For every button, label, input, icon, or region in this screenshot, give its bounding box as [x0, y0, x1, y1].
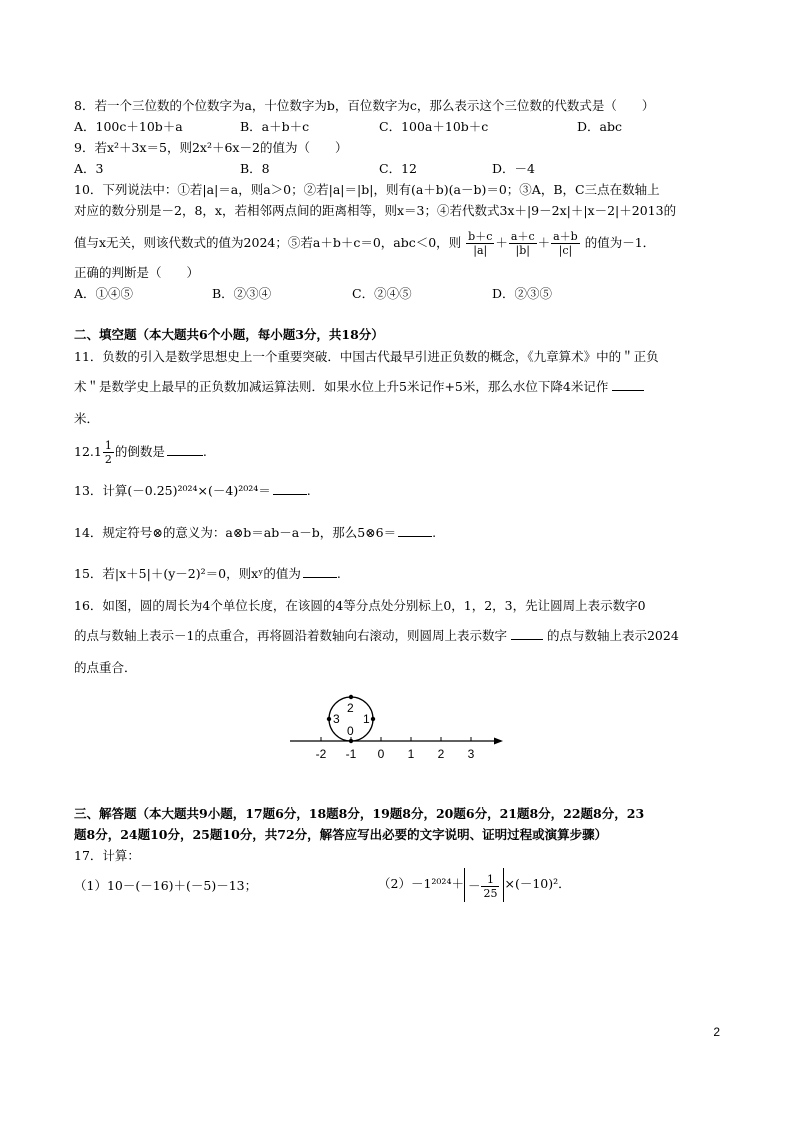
- q10-option-c: C．②④⑤: [352, 286, 412, 301]
- q10-frac3-den: |c|: [558, 244, 573, 257]
- axis-tick-label: -2: [315, 747, 327, 761]
- q13-end: .: [306, 483, 311, 498]
- q8-stem: 8．若一个三位数的个位数字为a，十位数字为b，百位数字为c，那么表示这个三位数的代数式是（ ）: [74, 98, 655, 113]
- page-number: 2: [713, 1025, 720, 1039]
- q12-text: 的倒数是: [114, 444, 165, 459]
- q17-minus: －: [467, 878, 481, 893]
- q10-option-d: D．②③⑤: [492, 286, 553, 301]
- q17-part2-text: （2）－1²⁰²⁴＋: [378, 876, 464, 891]
- q12-end: .: [202, 444, 207, 459]
- q10-option-a: A．①④⑤: [74, 286, 134, 301]
- q17-fraction: [481, 873, 499, 900]
- q17-part1: （1）10－(－16)＋(－5)－13；: [74, 878, 258, 893]
- section3-line1: 三、解答题（本大题共9小题，17题6分，18题8分，19题8分，20题6分，21题8分，22题8分，23: [74, 806, 645, 821]
- q12-answer-blank[interactable]: [167, 441, 203, 456]
- q10-frac1-den: |a|: [473, 244, 488, 257]
- circle-point-3: [327, 717, 331, 721]
- q10-line3: [74, 226, 655, 260]
- q11-line2-text: 术＂是数学史上最早的正负数加减运算法则．如果水位上升5米记作+5米，那么水位下降4米记作: [74, 379, 609, 394]
- axis-tick-label: 2: [437, 747, 445, 761]
- q14-text: 14．规定符号⊗的意义为：a⊗b＝ab－a－b，那么5⊗6＝: [74, 525, 397, 540]
- q12-prefix: 12.1: [74, 444, 102, 459]
- q9-option-b: B．8: [240, 161, 270, 176]
- q16-line2-end: 的点与数轴上表示2024: [546, 628, 679, 643]
- q14-line: [74, 522, 436, 542]
- axis-arrow: [494, 738, 503, 745]
- circle-label-3: 3: [333, 712, 340, 726]
- q10-frac1-num: b＋c: [468, 230, 493, 243]
- q10-plus-1: ＋: [495, 235, 508, 250]
- q16-figure: [285, 690, 510, 770]
- q10-line3-text: 值与x无关，则该代数式的值为2024；⑤若a＋b＋c＝0，abc＜0，则: [74, 235, 462, 250]
- q14-end: .: [432, 525, 437, 540]
- q17-frac-den: 25: [483, 886, 498, 900]
- q17-absolute-value: [464, 868, 505, 902]
- q10-fraction-2: [509, 230, 537, 257]
- q13-line: [74, 480, 311, 500]
- q17-stem: 17．计算：: [74, 848, 140, 863]
- q15-end: .: [336, 566, 341, 581]
- q10-line3-end: 的值为－1．: [584, 235, 656, 250]
- circle-label-0: 0: [347, 724, 354, 738]
- q12-frac-num: 1: [104, 439, 112, 452]
- q13-answer-blank[interactable]: [273, 480, 307, 495]
- q10-frac2-den: |b|: [515, 244, 530, 257]
- q8-option-d: D．abc: [577, 119, 622, 134]
- q9-option-d: D．－4: [492, 161, 535, 176]
- circle-label-1: 1: [363, 712, 370, 726]
- q11-answer-blank[interactable]: [612, 376, 644, 391]
- q10-plus-2: ＋: [537, 235, 551, 250]
- axis-tick-label: 0: [377, 747, 385, 761]
- q15-line: [74, 563, 341, 583]
- q16-line1: 16．如图，圆的周长为4个单位长度，在该圆的4等分点处分别标上0，1，2，3，先让圆周上表示数字0: [74, 598, 646, 613]
- axis-tick-label: 3: [467, 747, 475, 761]
- q16-line2: [74, 625, 679, 645]
- q16-answer-blank[interactable]: [511, 625, 543, 640]
- q16-line3: 的点重合．: [74, 660, 137, 675]
- q16-line2-text: 的点与数轴上表示－1的点重合，再将圆沿着数轴向右滚动，则圆周上表示数字: [74, 628, 507, 643]
- q12-frac-den: 2: [104, 453, 112, 466]
- q14-answer-blank[interactable]: [398, 522, 432, 537]
- q11-line1: 11．负数的引入是数学思想史上一个重要突破．中国古代最早引进正负数的概念，《九章算术》中的＂正负: [74, 349, 659, 364]
- q17-frac-num: 1: [481, 873, 499, 887]
- q10-fraction-3: [551, 230, 580, 257]
- q8-option-c: C．100a＋10b＋c: [379, 119, 489, 134]
- circle-label-2: 2: [347, 701, 354, 715]
- q9-option-c: C．12: [379, 161, 417, 176]
- q9-stem: 9．若x²＋3x＝5，则2x²＋6x－2的值为（ ）: [74, 140, 348, 155]
- q10-line1: 10．下列说法中：①若|a|＝a，则a＞0；②若|a|＝|b|，则有(a＋b)(a－b)＝0；③A，B，C三点在数轴上: [74, 182, 660, 197]
- q12-fraction: [103, 439, 114, 466]
- section2-title: 二、填空题（本大题共6个小题，每小题3分，共18分）: [74, 327, 384, 342]
- q9-option-a: A．3: [74, 161, 104, 176]
- axis-tick-label: -1: [345, 747, 357, 761]
- q8-option-a: A．100c＋10b＋a: [74, 119, 183, 134]
- q17-part2-end: ×(－10)²．: [504, 876, 571, 891]
- q10-option-b: B．②③④: [212, 286, 272, 301]
- q15-answer-blank[interactable]: [303, 563, 337, 578]
- circle-point-2: [349, 695, 353, 699]
- section3-line2: 题8分，24题10分，25题10分，共72分，解答应写出必要的文字说明、证明过程或演算步骤）: [74, 827, 608, 842]
- circle-point-1: [371, 717, 375, 721]
- q11-line2: [74, 376, 644, 396]
- q11-line3: 米．: [74, 411, 100, 426]
- q15-text: 15．若|x＋5|＋(y－2)²＝0，则xʸ的值为: [74, 566, 301, 581]
- q13-text: 13．计算(－0.25)²⁰²⁴×(－4)²⁰²⁴＝: [74, 483, 271, 498]
- q10-line4: 正确的判断是（ ）: [74, 265, 200, 280]
- q10-line2: 对应的数分别是－2，8，x，若相邻两点间的距离相等，则x＝3；④若代数式3x＋|9－2x|＋|x－2|＋2013的: [74, 203, 677, 218]
- q10-fraction-1: [466, 230, 494, 257]
- q12-line: [74, 436, 207, 468]
- axis-tick-label: 1: [407, 747, 415, 761]
- q10-frac3-num: a＋b: [553, 230, 578, 243]
- q10-frac2-num: a＋c: [510, 230, 535, 243]
- q17-part2: [378, 866, 571, 902]
- q8-option-b: B．a＋b＋c: [240, 119, 310, 134]
